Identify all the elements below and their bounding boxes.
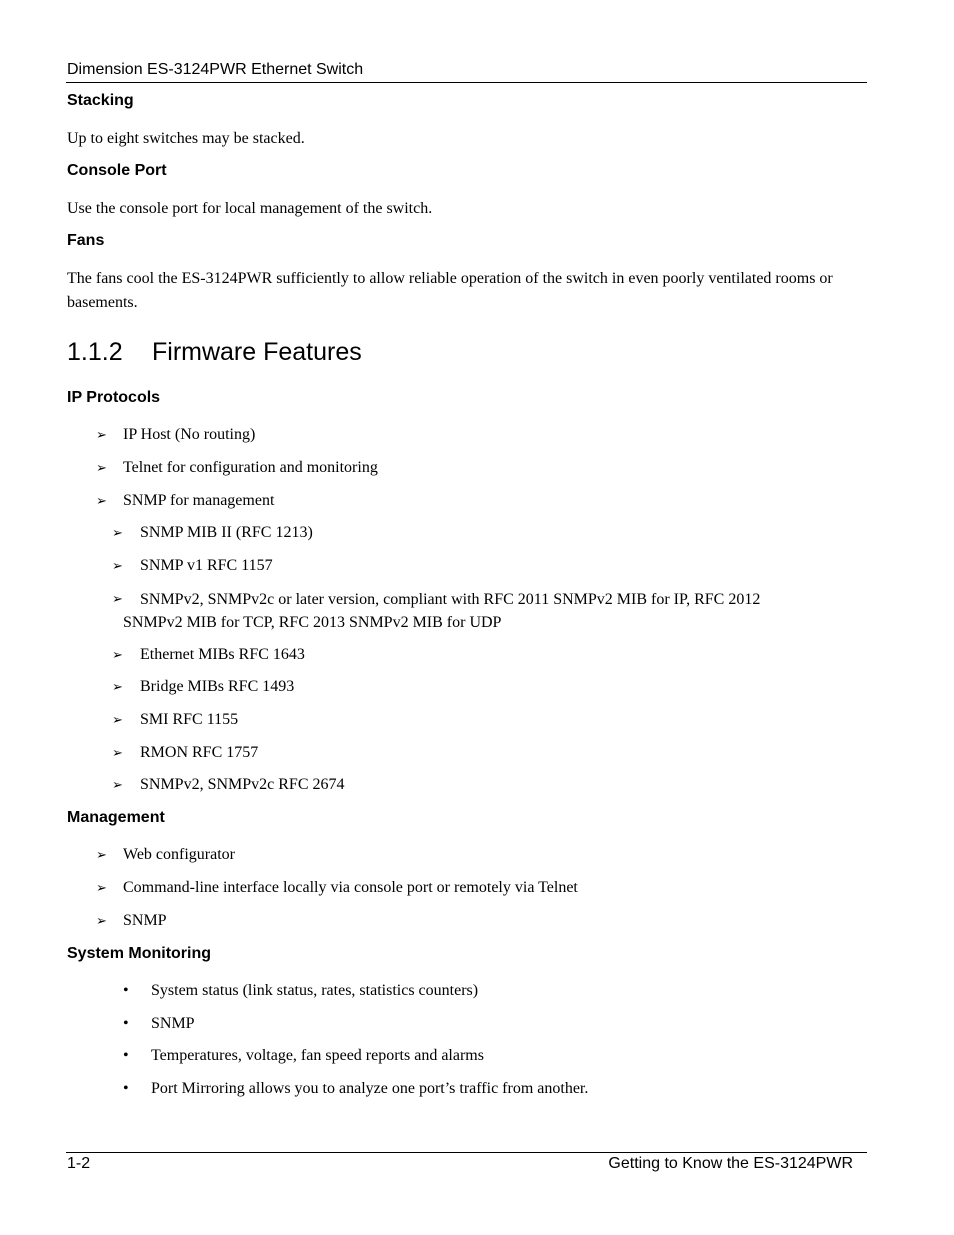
list-item-text: Web configurator xyxy=(123,846,235,863)
arrow-bullet-icon: ➢ xyxy=(112,591,123,606)
page-number: 1-2 xyxy=(67,1155,91,1172)
arrow-bullet-icon: ➢ xyxy=(112,777,123,792)
sub-list-item-text: SNMP v1 RFC 1157 xyxy=(140,557,273,574)
section-number: 1.1.2 xyxy=(67,338,123,366)
arrow-bullet-icon: ➢ xyxy=(112,679,123,694)
sub-list-item-text: Bridge MIBs RFC 1493 xyxy=(140,678,295,695)
bullet-dot-icon: • xyxy=(123,1047,129,1064)
sub-list-item-text-continuation: SNMPv2 MIB for TCP, RFC 2013 SNMPv2 MIB for UDP xyxy=(123,614,502,631)
heading-stacking: Stacking xyxy=(67,92,134,109)
heading-ip-protocols: IP Protocols xyxy=(67,389,161,406)
sub-list-item-text: SMI RFC 1155 xyxy=(140,711,239,728)
bullet-dot-icon: • xyxy=(123,982,129,999)
sub-list-item-text: SNMP MIB II (RFC 1213) xyxy=(140,524,313,541)
footer-rule xyxy=(66,1152,867,1153)
list-item-text: IP Host (No routing) xyxy=(123,426,256,443)
arrow-bullet-icon: ➢ xyxy=(96,847,107,862)
running-header: Dimension ES-3124PWR Ethernet Switch xyxy=(67,61,364,78)
section-title-firmware-features xyxy=(67,336,362,368)
list-item-text: Temperatures, voltage, fan speed reports and alarms xyxy=(151,1047,484,1064)
arrow-bullet-icon: ➢ xyxy=(112,712,123,727)
arrow-bullet-icon: ➢ xyxy=(112,745,123,760)
arrow-bullet-icon: ➢ xyxy=(96,460,107,475)
heading-management: Management xyxy=(67,809,165,826)
arrow-bullet-icon: ➢ xyxy=(112,558,123,573)
heading-system-monitoring: System Monitoring xyxy=(67,945,212,962)
list-item-text: SNMP xyxy=(123,912,167,929)
header-rule xyxy=(66,82,867,83)
paragraph-console-port: Use the console port for local management of the switch. xyxy=(67,200,433,217)
sub-list-item-text: Ethernet MIBs RFC 1643 xyxy=(140,646,305,663)
arrow-bullet-icon: ➢ xyxy=(96,427,107,442)
list-item-text: System status (link status, rates, statistics counters) xyxy=(151,982,479,999)
paragraph-stacking: Up to eight switches may be stacked. xyxy=(67,130,305,147)
sub-list-item-text: SNMPv2, SNMPv2c RFC 2674 xyxy=(140,776,345,793)
list-item-text: SNMP for management xyxy=(123,492,275,509)
paragraph-fans: The fans cool the ES-3124PWR sufficiently to allow reliable operation of the switch in even poorly ventilated rooms or basements. xyxy=(67,270,833,311)
section-title: Firmware Features xyxy=(152,338,362,366)
list-item-text: SNMP xyxy=(151,1015,195,1032)
arrow-bullet-icon: ➢ xyxy=(96,880,107,895)
heading-fans: Fans xyxy=(67,232,105,249)
bullet-dot-icon: • xyxy=(123,1015,129,1032)
arrow-bullet-icon: ➢ xyxy=(96,913,107,928)
list-item-text: Command-line interface locally via console port or remotely via Telnet xyxy=(123,879,578,896)
heading-console-port: Console Port xyxy=(67,162,167,179)
running-footer-chapter: Getting to Know the ES-3124PWR xyxy=(608,1155,853,1172)
bullet-dot-icon: • xyxy=(123,1080,129,1097)
sub-list-item-text: SNMPv2, SNMPv2c or later version, compliant with RFC 2011 SNMPv2 MIB for IP, RFC 2012 xyxy=(140,591,761,608)
list-item-text: Telnet for configuration and monitoring xyxy=(123,459,378,476)
arrow-bullet-icon: ➢ xyxy=(112,525,123,540)
arrow-bullet-icon: ➢ xyxy=(96,493,107,508)
list-item-text: Port Mirroring allows you to analyze one port’s traffic from another. xyxy=(151,1080,589,1097)
arrow-bullet-icon: ➢ xyxy=(112,647,123,662)
sub-list-item-text: RMON RFC 1757 xyxy=(140,744,259,761)
